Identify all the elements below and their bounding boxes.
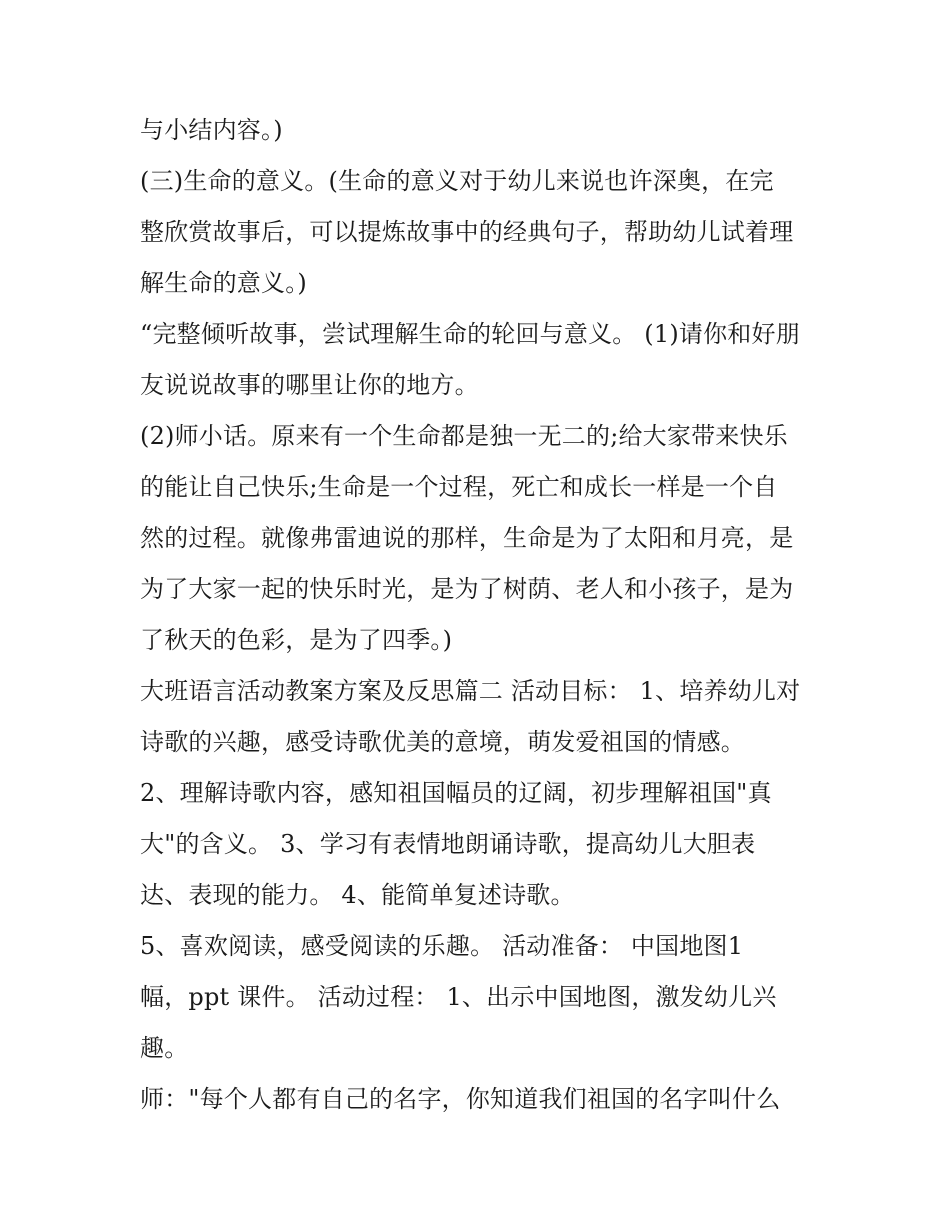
text-line: 幅，ppt 课件。 活动过程： 1、出示中国地图，激发幼儿兴 [140, 983, 777, 1011]
document-body [140, 105, 820, 1125]
text-line: 趣。 [140, 1034, 189, 1062]
text-line: 的能让自己快乐;生命是一个过程，死亡和成长一样是一个自 [140, 473, 778, 501]
text-line: 友说说故事的哪里让你的地方。 [140, 371, 479, 399]
text-line: 为了大家一起的快乐时光，是为了树荫、老人和小孩子，是为 [140, 575, 794, 603]
text-line: 大"的含义。 3、学习有表情地朗诵诗歌，提高幼儿大胆表 [140, 830, 756, 858]
text-line: 5、喜欢阅读，感受阅读的乐趣。 活动准备： 中国地图1 [140, 932, 744, 960]
text-line: 与小结内容。) [140, 116, 283, 144]
text-line: “完整倾听故事，尝试理解生命的轮回与意义。 (1)请你和好朋 [140, 320, 800, 348]
text-line: 然的过程。就像弗雷迪说的那样，生命是为了太阳和月亮，是 [140, 524, 794, 552]
text-line: (三)生命的意义。(生命的意义对于幼儿来说也许深奥，在完 [140, 167, 774, 195]
text-line: 解生命的意义。) [140, 269, 307, 297]
text-line: (2)师小话。原来有一个生命都是独一无二的;给大家带来快乐 [140, 422, 788, 450]
section-heading-line: 大班语言活动教案方案及反思篇二 活动目标： 1、培养幼儿对 [140, 677, 801, 705]
text-line: 诗歌的兴趣，感受诗歌优美的意境，萌发爱祖国的情感。 [140, 728, 745, 756]
text-line: 达、表现的能力。 4、能简单复述诗歌。 [140, 881, 575, 909]
text-line: 整欣赏故事后，可以提炼故事中的经典句子，帮助幼儿试着理 [140, 218, 794, 246]
text-line: 师："每个人都有自己的名字，你知道我们祖国的名字叫什么 [140, 1085, 781, 1113]
text-line: 了秋天的色彩，是为了四季。) [140, 626, 453, 654]
text-line: 2、理解诗歌内容，感知祖国幅员的辽阔，初步理解祖国"真 [140, 779, 772, 807]
